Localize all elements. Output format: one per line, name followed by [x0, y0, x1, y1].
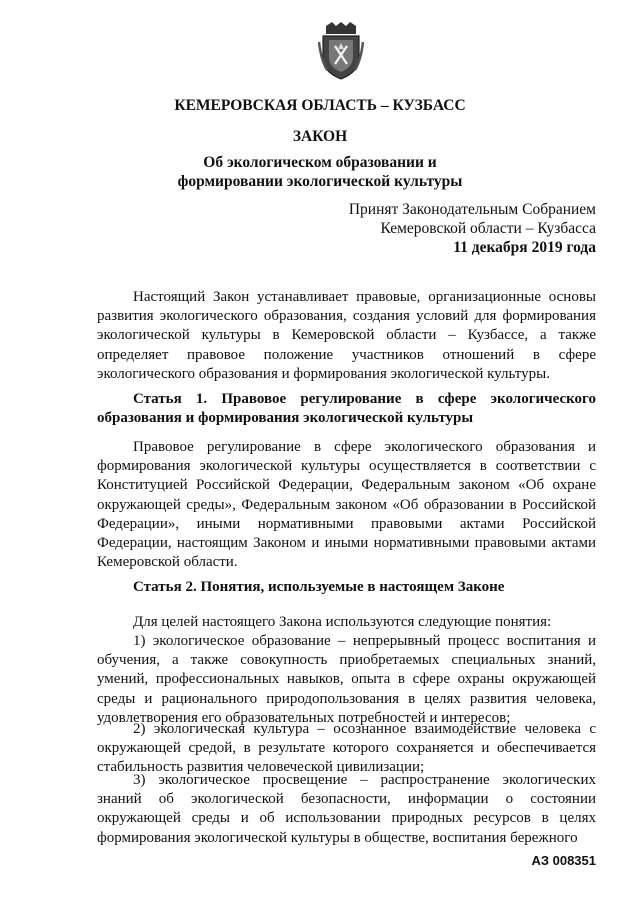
law-title-line-2: формировании экологической культуры: [177, 173, 463, 190]
article-2-heading: [97, 578, 596, 597]
article-1-heading-text: Статья 1. Правовое регулирование в сфере экологического образования и формирования экологической культуры: [97, 391, 596, 427]
coat-of-arms-emblem: [318, 22, 364, 80]
definition-item-1-text: 1) экологическое образование – непрерывный процесс воспитания и обучения, а также совокупность приобретаемых специальных знаний, умений, профессиональных навыков, опыта в сфере охраны окружающей среды и рационального природопользования в целях развития человека, удовлетворения его образовательных потребностей и интересов;: [97, 633, 596, 726]
form-serial-number: АЗ 008351: [531, 853, 596, 868]
law-title-line-1: Об экологическом образовании и: [203, 154, 437, 171]
definition-item-2-text: 2) экологическая культура – осознанное взаимодействие человека с окружающей средой, в результате которого сохраняется и обеспечивается стабильность развития человеческой цивилизации;: [97, 721, 596, 776]
article-1-text: Правовое регулирование в сфере экологического образования и формирования экологической культуры осуществляется в соответствии с Конституцией Российской Федерации, Федеральным законом «Об охране окружающей среды», Федеральным законом «Об образовании в Российской Федерации», иными нормативными правовыми актами Российской Федерации, настоящим Законом и иными нормативными правовыми актами Кемеровской области.: [97, 439, 596, 571]
adoption-date: 11 декабря 2019 года: [453, 239, 596, 256]
article-2-heading-text: Статья 2. Понятия, используемые в настоящем Законе: [133, 579, 505, 595]
article-2-intro-text: Для целей настоящего Закона используются следующие понятия:: [133, 614, 552, 630]
region-name: КЕМЕРОВСКАЯ ОБЛАСТЬ – КУЗБАСС: [174, 97, 466, 114]
article-1-paragraph: [97, 438, 596, 572]
article-1-heading: [97, 390, 596, 428]
definition-item-3: [97, 771, 596, 848]
definition-item-3-text: 3) экологическое просвещение – распространение экологических знаний об экологической безопасности, информации о состоянии окружающей среды и об использовании природных ресурсов в целях формирования экологической культуры в обществе, воспитания бережного: [97, 772, 596, 846]
adoption-line-2: Кемеровской области – Кузбасса: [380, 220, 596, 237]
preamble-paragraph: [97, 288, 596, 384]
document-type: ЗАКОН: [292, 128, 348, 145]
article-2-intro: [97, 613, 596, 632]
definition-item-1: [97, 632, 596, 728]
definition-item-2: [97, 720, 596, 778]
preamble-text: Настоящий Закон устанавливает правовые, организационные основы развития экологического образования, создания условий для формирования экологической культуры в Кемеровской области – Кузбассе, а также определяет правовое положение участников отношений в сфере экологического образования и формирования экологической культуры.: [97, 289, 596, 382]
adoption-line-1: Принят Законодательным Собранием: [348, 201, 596, 218]
